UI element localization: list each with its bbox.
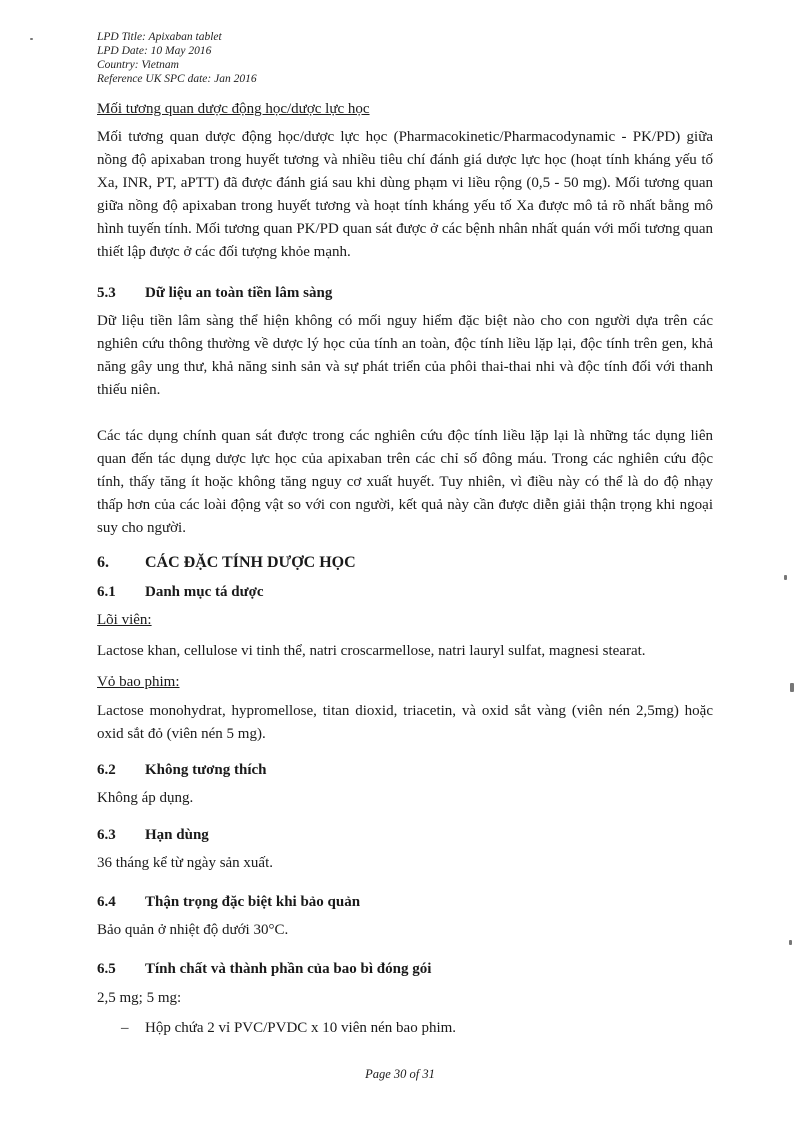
section-6-heading <box>97 553 356 573</box>
section-number: 6.2 <box>97 762 116 778</box>
section-title: Thận trọng đặc biệt khi bảo quản <box>145 894 361 910</box>
coating-label: Vỏ bao phim: <box>97 674 180 690</box>
section-5-3-paragraph-1: Dữ liệu tiền lâm sàng thể hiện không có mối nguy hiểm đặc biệt nào cho con người dựa trên các nghiên cứu thông thường về dược lý học của tính an toàn, độc tính liều lặp lại, độc tính trên gen, khả năng gây ung thư, khả năng sinh sản và sự phát triển của phôi thai-thai nhi và độc tính đối với thanh thiếu niên. <box>97 313 713 398</box>
section-number: 6. <box>97 554 109 571</box>
bullet-text: Hộp chứa 2 vỉ PVC/PVDC x 10 viên nén bao phim. <box>145 1020 457 1036</box>
section-title: Danh mục tá dược <box>145 584 264 600</box>
scan-speck <box>789 940 792 945</box>
section-number: 5.3 <box>97 285 116 301</box>
lpd-date: LPD Date: 10 May 2016 <box>97 45 212 57</box>
scan-speck <box>784 575 787 580</box>
section-number: 6.1 <box>97 584 116 600</box>
section-6-4-heading <box>97 892 360 912</box>
core-label: Lõi viên: <box>97 612 152 628</box>
section-6-2-text: Không áp dụng. <box>97 790 194 806</box>
packaging-bullet <box>121 1018 456 1038</box>
coating-text: Lactose monohydrat, hypromellose, titan dioxid, triacetin, và oxid sắt vàng (viên nén 2,5mg) hoặc oxid sắt đỏ (viên nén 5 mg). <box>97 703 713 742</box>
section-6-5-text: 2,5 mg; 5 mg: <box>97 990 182 1006</box>
bullet-dash: – <box>121 1020 129 1036</box>
core-text: Lactose khan, cellulose vi tinh thể, natri croscarmellose, natri lauryl sulfat, magnesi stearat. <box>97 643 646 659</box>
section-6-2-heading <box>97 760 267 780</box>
pkpd-title: Mối tương quan dược động học/dược lực học <box>97 101 370 117</box>
section-title: Hạn dùng <box>145 827 209 843</box>
country: Country: Vietnam <box>97 59 179 71</box>
section-6-1-heading <box>97 582 264 602</box>
pkpd-body: Mối tương quan dược động học/dược lực học (Pharmacokinetic/Pharmacodynamic - PK/PD) giữa nồng độ apixaban trong huyết tương và nhiều tiêu chí đánh giá dược lực học (hoạt tính kháng yếu tố Xa, INR, PT, aPTT) đã được đánh giá sau khi dùng phạm vi liều rộng (0,5 - 50 mg). Mối tương quan giữa nồng độ apixaban trong huyết tương và hoạt tính kháng yếu tố Xa được mô tả rõ nhất bằng mô hình tuyến tính. Mối tương quan PK/PD quan sát được ở các bệnh nhân nhất quán với mối tương quan thiết lập được ở các đối tượng khỏe mạnh. <box>97 129 713 260</box>
lpd-title: LPD Title: Apixaban tablet <box>97 31 222 43</box>
section-6-5-heading <box>97 959 431 979</box>
section-number: 6.3 <box>97 827 116 843</box>
section-6-3-text: 36 tháng kể từ ngày sản xuất. <box>97 855 274 871</box>
section-6-4-text: Bảo quản ở nhiệt độ dưới 30°C. <box>97 922 289 938</box>
section-5-3-heading <box>97 283 332 303</box>
document-header <box>97 30 257 86</box>
page-number: Page 30 of 31 <box>365 1067 435 1081</box>
section-number: 6.4 <box>97 894 116 910</box>
section-title: Dữ liệu an toàn tiền lâm sàng <box>145 285 333 301</box>
section-title: Tính chất và thành phần của bao bì đóng gói <box>145 961 432 977</box>
reference-date: Reference UK SPC date: Jan 2016 <box>97 73 257 85</box>
section-number: 6.5 <box>97 961 116 977</box>
scan-speck <box>790 683 794 692</box>
section-6-3-heading <box>97 825 209 845</box>
scan-speck <box>30 38 33 40</box>
section-5-3-paragraph-2: Các tác dụng chính quan sát được trong các nghiên cứu độc tính liều lặp lại là những tác dụng liên quan đến tác dụng dược lực học của apixaban trên các chỉ số đông máu. Trong các nghiên cứu độc tính, thấy tăng ít hoặc không tăng nguy cơ xuất huyết. Tuy nhiên, vì điều này có thể là do độ nhạy thấp hơn của các loài động vật so với con người, kết quả này cần được diễn giải thận trọng khi ngoại suy cho người. <box>97 428 713 536</box>
section-title: CÁC ĐẶC TÍNH DƯỢC HỌC <box>145 554 356 571</box>
section-title: Không tương thích <box>145 762 267 778</box>
